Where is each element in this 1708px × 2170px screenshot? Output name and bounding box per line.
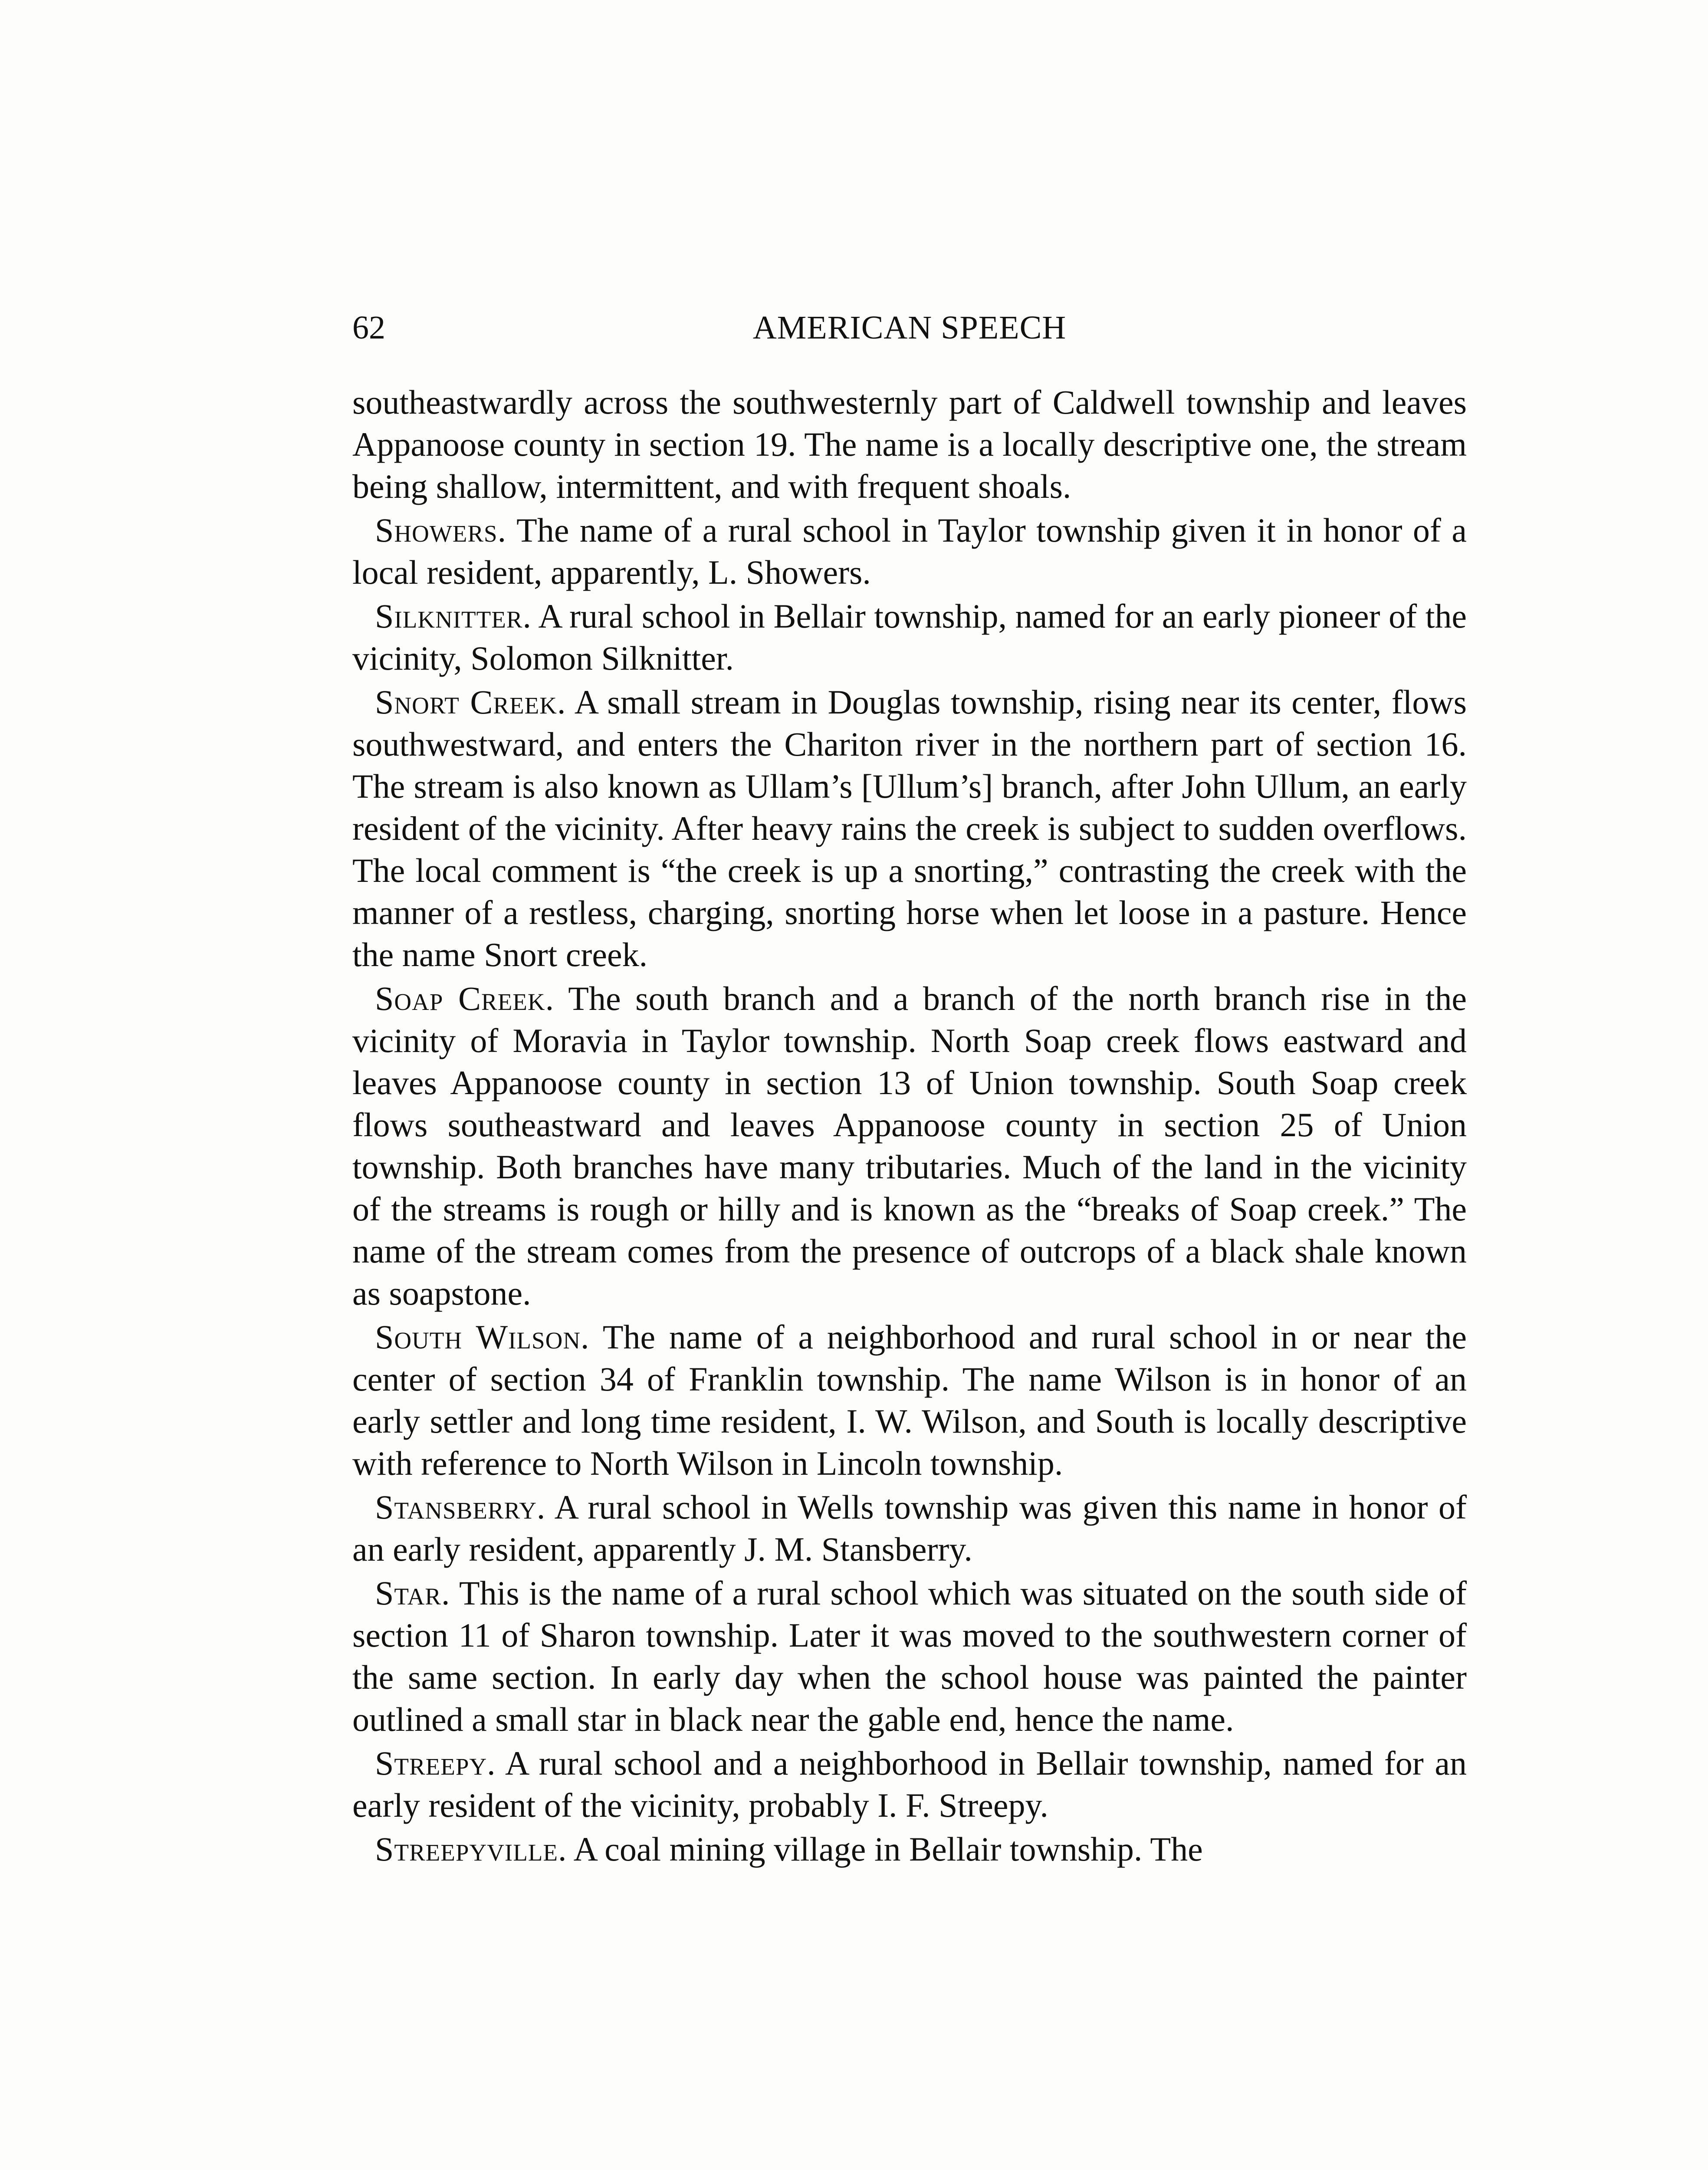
entry-text: A coal mining village in Bellair township. The	[567, 1830, 1203, 1868]
entry-streepy	[352, 1742, 1467, 1826]
entry-text: A rural school and a neighborhood in Bellair township, named for an early resident of the vicinity, probably I. F. Streepy.	[352, 1744, 1467, 1824]
page-number: 62	[352, 309, 385, 346]
entry-text: This is the name of a rural school which was situated on the south side of section 11 of Sharon township. Later it was moved to the southwestern corner of the same section. In early day when the school house was painted the painter outlined a small star in black near the gable end, hence the name.	[352, 1574, 1467, 1738]
entry-headword: Soap Creek.	[375, 980, 555, 1017]
entry-text: A small stream in Douglas township, rising near its center, flows southwestward, and enters the Chariton river in the northern part of section 16. The stream is also known as Ullam’s [Ullum’s] branch, after John Ullum, an early resident of the vicinity. After heavy rains the creek is subject to sudden overflows. The local comment is “the creek is up a snorting,” contrasting the creek with the manner of a restless, charging, snorting horse when let loose in a pasture. Hence the name Snort creek.	[352, 683, 1467, 973]
continuation-paragraph: southeastwardly across the southwesternly part of Caldwell township and leaves Appanoose county in section 19. The name is a locally descriptive one, the stream being shallow, intermittent, and with frequent shoals.	[352, 383, 1467, 505]
entry-headword: Silknitter.	[375, 597, 532, 635]
entry-snort-creek	[352, 681, 1467, 976]
entry-text: A rural school in Bellair township, named for an early pioneer of the vicinity, Solomon Silknitter.	[352, 597, 1467, 677]
entry-soap-creek	[352, 977, 1467, 1314]
entry-headword: Star.	[375, 1574, 450, 1612]
entry-showers	[352, 509, 1467, 593]
entry-headword: Streepyville.	[375, 1830, 567, 1868]
entry-streepyville	[352, 1828, 1467, 1870]
entry-headword: South Wilson.	[375, 1318, 590, 1356]
journal-title: AMERICAN SPEECH	[752, 309, 1067, 346]
running-head	[352, 304, 1467, 352]
entry-text: The name of a neighborhood and rural school in or near the center of section 34 of Franklin township. The name Wilson is in honor of an early settler and long time resident, I. W. Wilson, and South is locally descriptive with reference to North Wilson in Lincoln township.	[352, 1318, 1467, 1482]
entry-south-wilson	[352, 1316, 1467, 1484]
entry-silknitter	[352, 595, 1467, 679]
entry-headword: Stansberry.	[375, 1488, 546, 1526]
entry-stansberry	[352, 1486, 1467, 1570]
entry-text: The south branch and a branch of the north branch rise in the vicinity of Moravia in Taylor township. North Soap creek flows eastward and leaves Appanoose county in section 13 of Union township. South Soap creek flows southeastward and leaves Appanoose county in section 25 of Union township. Both branches have many tributaries. Much of the land in the vicinity of the streams is rough or hilly and is known as the “breaks of Soap creek.” The name of the stream comes from the presence of outcrops of a black shale known as soapstone.	[352, 980, 1467, 1312]
body-text	[352, 381, 1467, 1870]
entry-headword: Snort Creek.	[375, 683, 566, 721]
entry-text: A rural school in Wells township was given this name in honor of an early resident, apparently J. M. Stansberry.	[352, 1488, 1467, 1568]
entry-star	[352, 1572, 1467, 1740]
book-page	[352, 304, 1467, 1872]
entry-text: The name of a rural school in Taylor township given it in honor of a local resident, apparently, L. Showers.	[352, 511, 1467, 591]
entry-headword: Showers.	[375, 511, 507, 549]
entry-headword: Streepy.	[375, 1744, 496, 1782]
